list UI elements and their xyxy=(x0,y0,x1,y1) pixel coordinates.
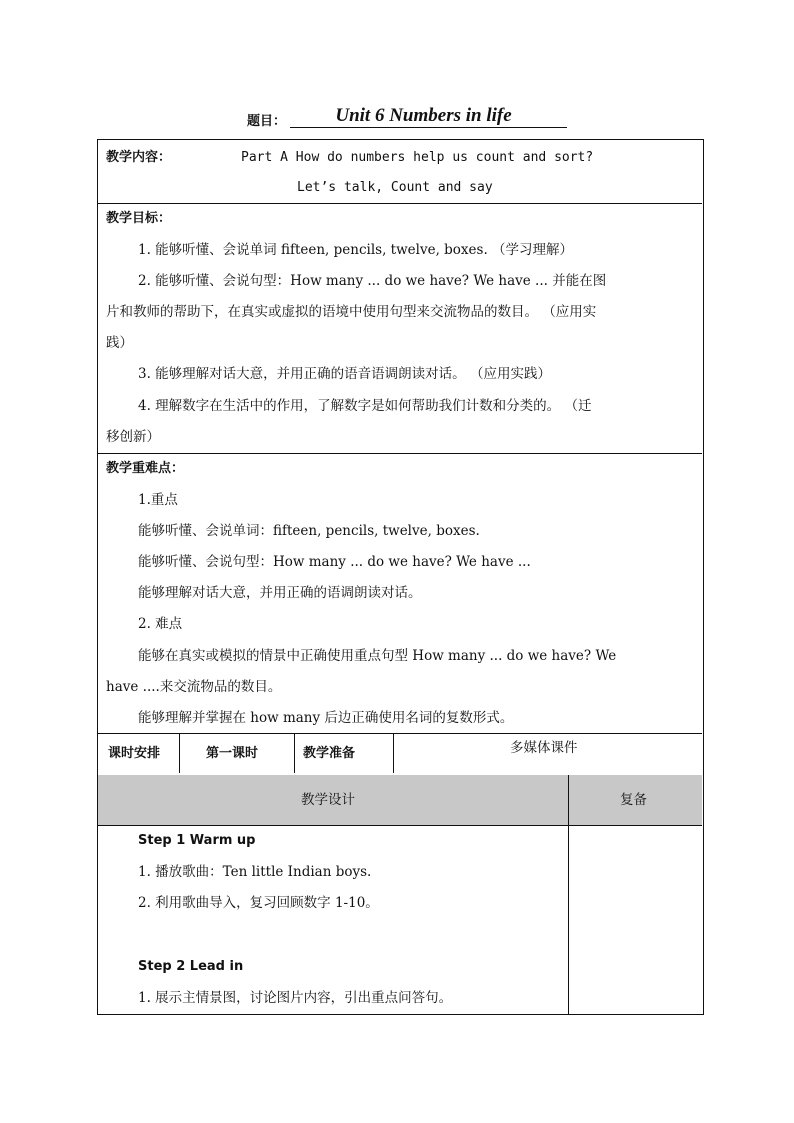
prep-value: 多媒体课件 xyxy=(510,740,578,756)
objective-line: 1. 能够听懂、会说单词 fifteen, pencils, twelve, boxes. （学习理解） xyxy=(138,242,574,258)
keypoint-line: 能够理解对话大意，并用正确的语调朗读对话。 xyxy=(138,585,422,601)
objectives-section xyxy=(98,203,702,454)
keypoint-line: 能够在真实或模拟的情景中正确使用重点句型 How many ... do we have? We xyxy=(138,648,617,664)
keypoint-line: 1.重点 xyxy=(138,492,178,508)
title-line xyxy=(0,104,794,132)
design-line: Step 2 Lead in xyxy=(138,959,244,974)
schedule-value-cell xyxy=(180,733,295,773)
schedule-row xyxy=(98,733,702,776)
keypoints-label: 教学重难点： xyxy=(106,461,185,476)
prep-label-cell xyxy=(295,733,394,773)
design-line: 1. 播放歌曲：Ten little Indian boys. xyxy=(138,864,372,880)
objective-line: 践） xyxy=(106,335,133,351)
keypoint-line: 能够理解并掌握在 how many 后边正确使用名词的复数形式。 xyxy=(138,710,514,726)
design-line: Step 1 Warm up xyxy=(138,833,256,848)
content-line-2: Let’s talk, Count and say xyxy=(297,180,493,195)
title-label: 题目： xyxy=(247,114,287,129)
design-body xyxy=(98,826,568,1014)
objective-line: 4. 理解数字在生活中的作用，了解数字是如何帮助我们计数和分类的。 （迁 xyxy=(138,398,592,414)
objective-line: 2. 能够听懂、会说句型：How many ... do we have? We have ... 并能在图 xyxy=(138,273,607,289)
notes-header: 复备 xyxy=(620,792,647,808)
content-label: 教学内容： xyxy=(106,150,172,165)
objective-line: 片和教师的帮助下，在真实或虚拟的语境中使用句型来交流物品的数目。 （应用实 xyxy=(106,304,597,320)
content-line-1: Part A How do numbers help us count and sort? xyxy=(241,150,594,165)
design-header: 教学设计 xyxy=(301,792,355,808)
design-line: 1. 展示主情景图，讨论图片内容，引出重点问答句。 xyxy=(138,990,453,1006)
schedule-label: 课时安排 xyxy=(108,746,161,761)
content-section xyxy=(98,140,702,204)
schedule-value: 第一课时 xyxy=(206,746,259,761)
objective-line: 3. 能够理解对话大意，并用正确的语音语调朗读对话。 （应用实践） xyxy=(138,366,551,382)
keypoint-line: have ....来交流物品的数目。 xyxy=(106,679,282,695)
page-title: Unit 6 Numbers in life xyxy=(290,104,567,128)
keypoint-line: 能够听懂、会说单词：fifteen, pencils, twelve, boxes. xyxy=(138,523,480,539)
lesson-plan-table xyxy=(97,139,704,1015)
objective-line: 移创新） xyxy=(106,429,160,445)
prep-label: 教学准备 xyxy=(303,746,356,761)
schedule-label-cell xyxy=(98,733,180,773)
design-line: 2. 利用歌曲导入，复习回顾数字 1-10。 xyxy=(138,895,379,911)
keypoint-line: 能够听懂、会说句型：How many ... do we have? We have ... xyxy=(138,554,531,570)
design-notes-divider xyxy=(568,775,569,1014)
design-header-row xyxy=(98,775,702,826)
objectives-label: 教学目标： xyxy=(106,211,172,226)
keypoints-section xyxy=(98,453,702,734)
keypoint-line: 2. 难点 xyxy=(138,616,183,632)
